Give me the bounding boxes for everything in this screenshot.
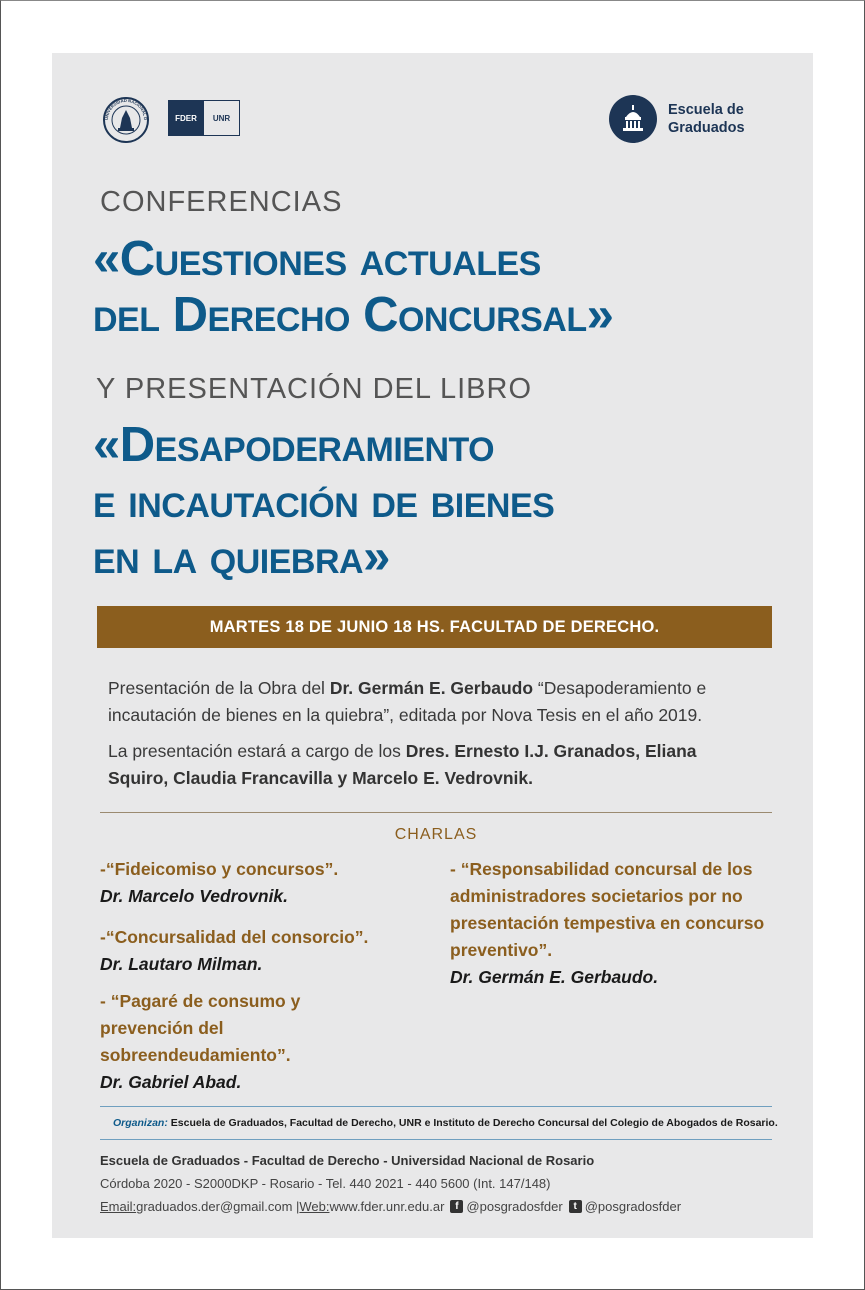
facebook-handle[interactable]: @posgradosfder xyxy=(466,1199,563,1214)
p2-presenters: Dres. Ernesto I.J. Granados, Eliana Squiro, Claudia Francavilla y Marcelo E. Vedrovnik. xyxy=(108,741,697,788)
presenters-paragraph xyxy=(108,738,748,792)
p2-text-a: La presentación estará a cargo de los xyxy=(108,741,406,761)
talk-title: -“Concursalidad del consorcio”. xyxy=(100,927,369,947)
organizers-label: Organizan: xyxy=(113,1117,168,1129)
escuela-graduados-logo xyxy=(609,95,745,143)
p1-text-c: “Desapoderamiento e incautación de bienes en la quiebra”, editada por Nova Tesis en el año 2019. xyxy=(108,678,707,725)
title1-line2: del Derecho Concursal» xyxy=(93,288,614,342)
kicker-conferencias: CONFERENCIAS xyxy=(100,186,343,218)
fder-label: FDER xyxy=(168,100,204,136)
escuela-line2: Graduados xyxy=(668,120,745,136)
presentation-paragraph xyxy=(108,675,748,729)
charlas-heading: CHARLAS xyxy=(394,826,478,843)
talk-title: -“Fideicomiso y concursos”. xyxy=(100,859,339,879)
facebook-icon: f xyxy=(450,1200,463,1213)
talk-speaker: Dr. Germán E. Gerbaudo. xyxy=(450,967,659,987)
date-banner: MARTES 18 DE JUNIO 18 HS. FACULTAD DE DERECHO. xyxy=(97,606,772,648)
unr-label: UNR xyxy=(204,100,240,136)
title1-line1: «Cuestiones actuales xyxy=(93,232,541,286)
fder-unr-logo xyxy=(168,100,240,136)
email-value[interactable]: graduados.der@gmail.com | xyxy=(136,1199,300,1214)
organizers-text: Escuela de Graduados, Facultad de Derecho, UNR e Instituto de Derecho Concursal del Colegio de Abogados de Rosario. xyxy=(167,1117,778,1129)
email-label: Email: xyxy=(100,1199,137,1214)
web-value[interactable]: www.fder.unr.edu.ar xyxy=(329,1199,445,1214)
divider xyxy=(100,812,772,813)
capitol-icon xyxy=(609,95,657,143)
title2-line2: e incautación de bienes xyxy=(93,474,555,528)
title2-line3: en la quiebra» xyxy=(93,530,390,584)
org-divider-top xyxy=(100,1106,772,1107)
kicker-presentacion: Y PRESENTACIÓN DEL LIBRO xyxy=(96,373,533,405)
web-label: Web: xyxy=(299,1199,330,1214)
twitter-handle[interactable]: @posgradosfder xyxy=(584,1199,682,1214)
org-divider-bottom xyxy=(100,1139,772,1140)
talk-item xyxy=(100,856,430,910)
footer-institution: Escuela de Graduados - Facultad de Derecho - Universidad Nacional de Rosario xyxy=(100,1153,595,1168)
talk-speaker: Dr. Marcelo Vedrovnik. xyxy=(100,886,289,906)
p1-author: Dr. Germán E. Gerbaudo xyxy=(329,678,534,698)
title2-line1: «Desapoderamiento xyxy=(93,418,495,472)
talk-item xyxy=(450,856,780,991)
p1-text-a: Presentación de la Obra del xyxy=(108,678,330,698)
unr-seal-text: UNIVERSIDAD NACIONAL D xyxy=(103,97,149,121)
talk-speaker: Dr. Gabriel Abad. xyxy=(100,1072,242,1092)
talk-title: - “Pagaré de consumo y prevención del sobreendeudamiento”. xyxy=(100,991,301,1065)
talk-item xyxy=(100,988,340,1096)
talk-speaker: Dr. Lautaro Milman. xyxy=(100,954,263,974)
talk-title: - “Responsabilidad concursal de los administradores societarios por no presentación tempestiva en concurso preventivo”. xyxy=(450,859,765,960)
footer-contact xyxy=(100,1199,681,1214)
escuela-line1: Escuela de xyxy=(668,102,744,118)
footer-address: Córdoba 2020 - S2000DKP - Rosario - Tel. 440 2021 - 440 5600 (Int. 147/148) xyxy=(100,1176,551,1191)
twitter-icon: t xyxy=(569,1200,582,1213)
talk-item xyxy=(100,924,430,978)
unr-seal-logo xyxy=(100,96,152,144)
organizers xyxy=(113,1117,778,1129)
